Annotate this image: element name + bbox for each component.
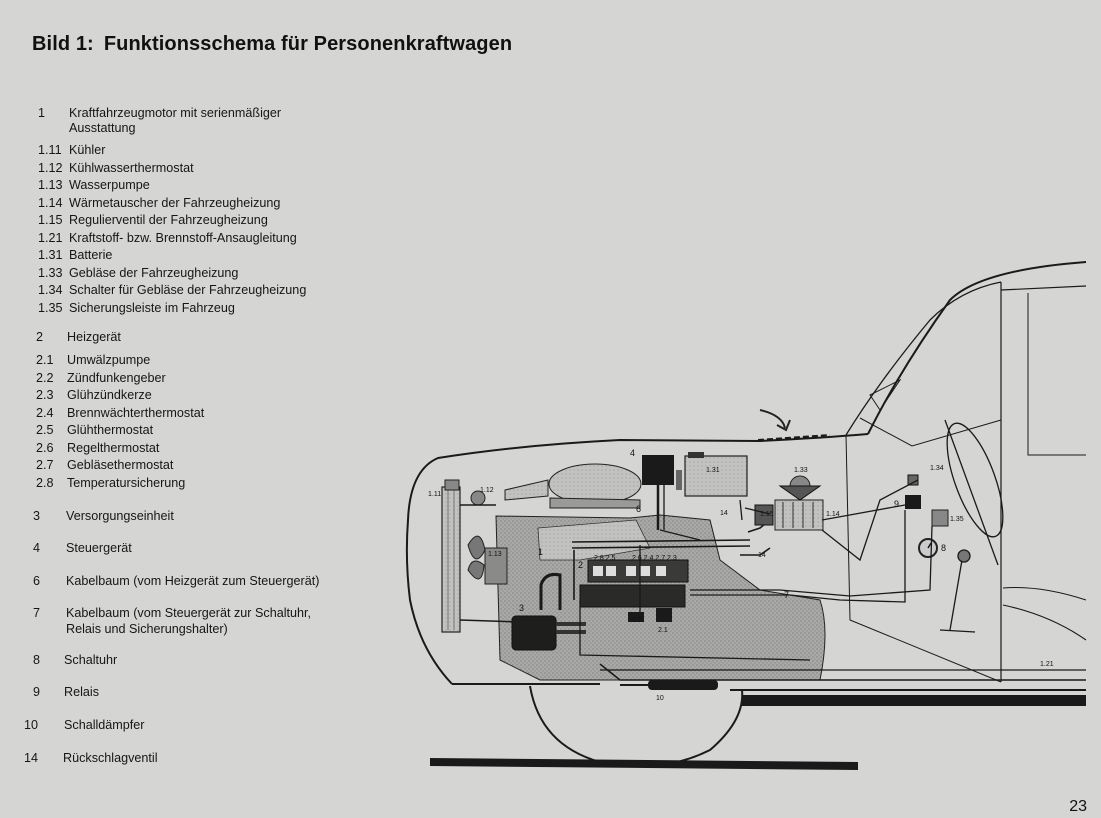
- label-1-34: 1.34: [930, 465, 944, 472]
- legend-number: 1.33: [38, 265, 63, 280]
- legend-number: 1.15: [38, 213, 63, 227]
- legend-number: 1: [38, 106, 46, 120]
- legend-number: 1.13: [38, 178, 63, 192]
- label-1-13: 1.13: [488, 551, 502, 558]
- legend-text: Kraftstoff- bzw. Brennstoff-Ansaugleitung: [69, 230, 297, 245]
- legend-number: 1.14: [38, 195, 63, 210]
- legend-text: Gebläsethermostat: [67, 458, 174, 472]
- legend-number: 2.4: [36, 405, 54, 420]
- legend-number: 1.34: [38, 283, 63, 297]
- figure-number: Bild 1:: [32, 33, 94, 55]
- legend-text: Glühthermostat: [67, 423, 154, 437]
- legend-number: 1.12: [38, 160, 63, 175]
- legend-number: 10: [24, 718, 39, 732]
- label-14-lower: 14: [758, 552, 766, 559]
- label-1-12: 1.12: [480, 487, 494, 494]
- sill-line: [452, 684, 1086, 690]
- label-heater-parts-a: 2.8 2.5: [594, 555, 616, 562]
- label-1-15: 1.15: [760, 511, 774, 518]
- legend-number: 7: [33, 606, 41, 620]
- legend-text: Regelthermostat: [67, 440, 160, 455]
- legend-text: Relais: [64, 685, 99, 699]
- label-7: 7: [784, 590, 790, 600]
- legend-number: 2.8: [36, 475, 54, 490]
- legend-text: Rückschlagventil: [63, 751, 158, 765]
- wheel-and-road: [430, 686, 1086, 770]
- label-heater-parts-b: 2.6 2.4 2.7 2.3: [632, 555, 677, 562]
- label-1-11: 1.11: [428, 491, 442, 498]
- legend-text: Kühlwasserthermostat: [69, 160, 194, 175]
- legend-number: 2.5: [36, 423, 54, 437]
- legend-text: Regulierventil der Fahrzeugheizung: [69, 213, 268, 227]
- label-10: 10: [656, 695, 664, 702]
- legend-number: 4: [33, 541, 41, 555]
- legend-text: Kabelbaum (vom Heizgerät zum Steuergerät): [66, 574, 320, 588]
- label-2-1: 2.1: [658, 627, 668, 634]
- legend-text: Schalter für Gebläse der Fahrzeugheizung: [69, 283, 307, 297]
- label-4: 4: [630, 448, 636, 458]
- label-1-33: 1.33: [794, 467, 808, 474]
- legend-number: 2.2: [36, 370, 54, 385]
- legend-text-continued: Ausstattung: [69, 121, 136, 135]
- label-1-31: 1.31: [706, 467, 720, 474]
- legend-text: Glühzündkerze: [67, 388, 152, 402]
- legend-text: Gebläse der Fahrzeugheizung: [69, 265, 239, 280]
- label-2: 2: [578, 560, 584, 570]
- legend-number: 6: [33, 574, 41, 588]
- legend-text: Brennwächterthermostat: [67, 405, 205, 420]
- legend-number: 1.21: [38, 230, 63, 245]
- legend-text: Heizgerät: [67, 330, 121, 344]
- exhaust-muffler: [620, 680, 718, 690]
- page-number: 23: [1069, 798, 1087, 815]
- battery: [685, 452, 747, 496]
- label-1: 1: [538, 547, 544, 557]
- legend-number: 1.11: [38, 143, 62, 157]
- label-3: 3: [519, 603, 525, 613]
- legend-number: 14: [24, 751, 39, 765]
- label-8: 8: [941, 543, 947, 553]
- label-6: 6: [636, 504, 642, 514]
- legend-number: 8: [33, 653, 41, 667]
- label-2-2: 2.2: [632, 617, 642, 624]
- legend-text: Steuergerät: [66, 541, 132, 555]
- legend-text: Zündfunkengeber: [67, 370, 166, 385]
- legend-text: Wärmetauscher der Fahrzeugheizung: [69, 195, 281, 210]
- legend-text: Kabelbaum (vom Steuergerät zur Schaltuhr,: [66, 606, 312, 620]
- legend-text-continued: Relais und Sicherungshalter): [66, 622, 228, 636]
- label-1-21: 1.21: [1040, 661, 1054, 668]
- legend-number: 9: [33, 685, 41, 699]
- legend-text: Kraftfahrzeugmotor mit serienmäßiger: [69, 106, 282, 120]
- legend-number: 2.3: [36, 388, 54, 402]
- legend-number: 2.6: [36, 440, 54, 455]
- legend-number: 1.35: [38, 300, 63, 315]
- legend-number: 2.7: [36, 458, 54, 472]
- legend-text: Batterie: [69, 248, 113, 262]
- legend-number: 2.1: [36, 353, 54, 367]
- legend-number: 3: [33, 509, 41, 523]
- label-9: 9: [894, 499, 900, 509]
- legend-text: Temperatursicherung: [67, 475, 186, 490]
- legend-text: Schalldämpfer: [64, 718, 145, 732]
- legend-text: Schaltuhr: [64, 653, 118, 667]
- label-14-upper: 14: [720, 510, 728, 517]
- label-1-14: 1.14: [826, 511, 840, 518]
- legend-number: 1.31: [38, 248, 63, 262]
- legend-text: Versorgungseinheit: [66, 509, 174, 523]
- figure-title: Funktionsschema für Personenkraftwagen: [103, 33, 513, 55]
- legend-text: Umwälzpumpe: [67, 353, 151, 367]
- legend-text: Sicherungsleiste im Fahrzeug: [69, 300, 235, 315]
- legend-text: Kühler: [69, 143, 106, 157]
- label-1-35: 1.35: [950, 516, 964, 523]
- legend-text: Wasserpumpe: [69, 178, 150, 192]
- legend-number: 2: [36, 330, 44, 344]
